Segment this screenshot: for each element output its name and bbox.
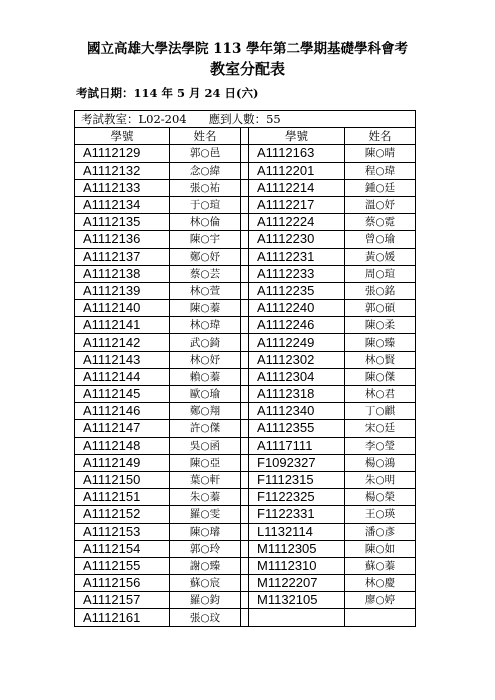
student-name: 郭○邑 (170, 145, 241, 162)
table-row (75, 523, 416, 540)
column-separator (241, 609, 249, 626)
student-name: 謝○臻 (170, 557, 241, 574)
student-id: A1112233 (249, 265, 345, 282)
student-id (249, 609, 345, 626)
student-id: A1112224 (249, 214, 345, 231)
student-id: A1112147 (75, 420, 170, 437)
student-name: 林○賢 (345, 351, 416, 368)
student-id: A1112145 (75, 386, 170, 403)
student-name: 張○祐 (170, 179, 241, 196)
student-id: A1112161 (75, 609, 170, 626)
table-row (75, 471, 416, 488)
student-id: A1112249 (249, 334, 345, 351)
student-name: 周○瑄 (345, 265, 416, 282)
column-separator (241, 506, 249, 523)
student-id-header: 學號 (75, 128, 170, 145)
student-id: A1112235 (249, 282, 345, 299)
column-separator (241, 540, 249, 557)
column-separator (241, 300, 249, 317)
student-name: 李○瑩 (345, 437, 416, 454)
student-name: 葉○軒 (170, 471, 241, 488)
column-separator (241, 523, 249, 540)
student-id: F1122325 (249, 489, 345, 506)
student-id: A1112355 (249, 420, 345, 437)
student-id: A1112144 (75, 368, 170, 385)
student-name: 陳○璿 (170, 523, 241, 540)
student-id: A1112136 (75, 231, 170, 248)
column-separator (241, 231, 249, 248)
table-row (75, 489, 416, 506)
student-id: M1112310 (249, 557, 345, 574)
table-row (75, 386, 416, 403)
student-name: 羅○鈞 (170, 592, 241, 609)
column-separator (241, 334, 249, 351)
student-name: 王○瑛 (345, 506, 416, 523)
student-name: 陳○蓁 (170, 300, 241, 317)
column-separator (241, 403, 249, 420)
student-name: 陳○柔 (345, 317, 416, 334)
column-separator (241, 386, 249, 403)
student-name: 林○君 (345, 386, 416, 403)
name-header: 姓名 (170, 128, 241, 145)
table-row (75, 437, 416, 454)
table-row (75, 145, 416, 162)
student-id: F1092327 (249, 454, 345, 471)
table-row (75, 420, 416, 437)
student-id: A1112340 (249, 403, 345, 420)
student-name: 于○瑄 (170, 196, 241, 213)
student-id: A1112155 (75, 557, 170, 574)
column-header-row (75, 128, 416, 145)
student-id: A1112137 (75, 248, 170, 265)
student-name: 廖○婷 (345, 592, 416, 609)
exam-room-info (75, 111, 416, 128)
student-id: A1112129 (75, 145, 170, 162)
student-id: A1112318 (249, 386, 345, 403)
classroom-label: 考試教室：L02-204 (81, 112, 187, 127)
student-id: A1112157 (75, 592, 170, 609)
student-name: 郭○碩 (345, 300, 416, 317)
column-separator (241, 196, 249, 213)
student-name: 蘇○蓁 (345, 557, 416, 574)
student-id: A1112135 (75, 214, 170, 231)
student-id: A1112156 (75, 575, 170, 592)
table-row (75, 265, 416, 282)
student-name: 林○倫 (170, 214, 241, 231)
student-name: 宋○廷 (345, 420, 416, 437)
student-name: 念○緯 (170, 162, 241, 179)
column-separator (241, 420, 249, 437)
column-separator (241, 557, 249, 574)
student-id: A1112302 (249, 351, 345, 368)
column-separator (241, 128, 249, 145)
student-name: 林○萱 (170, 282, 241, 299)
student-id: A1112132 (75, 162, 170, 179)
table-row (75, 162, 416, 179)
student-name: 曾○瑜 (345, 231, 416, 248)
table-row (75, 231, 416, 248)
table-row (75, 248, 416, 265)
student-name: 陳○亞 (170, 454, 241, 471)
exam-room-row (75, 111, 416, 128)
student-id: M1112305 (249, 540, 345, 557)
student-id: A1112230 (249, 231, 345, 248)
column-separator (241, 179, 249, 196)
column-separator (241, 592, 249, 609)
student-id: A1112231 (249, 248, 345, 265)
student-id: A1112149 (75, 454, 170, 471)
student-id-header: 學號 (249, 128, 345, 145)
table-row (75, 334, 416, 351)
student-name: 陳○宇 (170, 231, 241, 248)
column-separator (241, 454, 249, 471)
student-name: 鍾○廷 (345, 179, 416, 196)
table-row (75, 454, 416, 471)
column-separator (241, 489, 249, 506)
student-id: A1112142 (75, 334, 170, 351)
seating-table (74, 110, 416, 627)
student-name: 張○玟 (170, 609, 241, 626)
student-id: A1112304 (249, 368, 345, 385)
student-name: 楊○榮 (345, 489, 416, 506)
student-id: A1112138 (75, 265, 170, 282)
student-name: 郭○玲 (170, 540, 241, 557)
student-name: 黃○媛 (345, 248, 416, 265)
student-name (345, 609, 416, 626)
student-id: A1117111 (249, 437, 345, 454)
table-row (75, 196, 416, 213)
table-row (75, 368, 416, 385)
student-id: A1112246 (249, 317, 345, 334)
column-separator (241, 575, 249, 592)
student-name: 林○瑋 (170, 317, 241, 334)
student-name: 陳○晴 (345, 145, 416, 162)
student-name: 溫○妤 (345, 196, 416, 213)
student-id: L1132114 (249, 523, 345, 540)
student-name: 蔡○芸 (170, 265, 241, 282)
student-name: 許○傑 (170, 420, 241, 437)
student-id: A1112133 (75, 179, 170, 196)
column-separator (241, 248, 249, 265)
student-name: 武○錡 (170, 334, 241, 351)
student-id: A1112140 (75, 300, 170, 317)
student-name: 朱○蓁 (170, 489, 241, 506)
student-name: 歐○瑜 (170, 386, 241, 403)
student-id: A1112139 (75, 282, 170, 299)
headcount-label: 應到人數：55 (208, 112, 281, 127)
student-name: 程○瑋 (345, 162, 416, 179)
column-separator (241, 214, 249, 231)
student-name: 鄭○翔 (170, 403, 241, 420)
table-row (75, 179, 416, 196)
student-name: 陳○臻 (345, 334, 416, 351)
column-separator (241, 162, 249, 179)
column-separator (241, 368, 249, 385)
student-name: 朱○明 (345, 471, 416, 488)
student-id: M1122207 (249, 575, 345, 592)
document-title: 國立高雄大學法學院 113 學年第二學期基礎學科會考 (86, 41, 409, 57)
column-separator (241, 265, 249, 282)
student-name: 張○銘 (345, 282, 416, 299)
column-separator (241, 282, 249, 299)
table-row (75, 282, 416, 299)
exam-date: 考試日期：114 年 5 月 24 日(六) (76, 86, 259, 100)
student-id: A1112146 (75, 403, 170, 420)
column-separator (241, 351, 249, 368)
table-row (75, 557, 416, 574)
table-row (75, 540, 416, 557)
student-id: A1112154 (75, 540, 170, 557)
student-id: A1112153 (75, 523, 170, 540)
student-name: 楊○鴻 (345, 454, 416, 471)
roster-body (75, 145, 416, 626)
document-subtitle: 教室分配表 (209, 60, 285, 78)
student-name: 陳○傑 (345, 368, 416, 385)
column-separator (241, 317, 249, 334)
student-id: A1112148 (75, 437, 170, 454)
student-name: 吳○函 (170, 437, 241, 454)
table-row (75, 214, 416, 231)
student-id: F1122331 (249, 506, 345, 523)
student-id: F1112315 (249, 471, 345, 488)
table-row (75, 609, 416, 626)
student-name: 蔡○霓 (345, 214, 416, 231)
table-row (75, 575, 416, 592)
student-id: A1112134 (75, 196, 170, 213)
table-row (75, 592, 416, 609)
student-id: A1112201 (249, 162, 345, 179)
student-name: 林○慶 (345, 575, 416, 592)
student-id: A1112143 (75, 351, 170, 368)
student-id: A1112163 (249, 145, 345, 162)
table-row (75, 300, 416, 317)
student-id: A1112141 (75, 317, 170, 334)
student-name: 蘇○宸 (170, 575, 241, 592)
column-separator (241, 437, 249, 454)
table-row (75, 403, 416, 420)
table-row (75, 317, 416, 334)
student-id: A1112151 (75, 489, 170, 506)
student-name: 丁○麒 (345, 403, 416, 420)
column-separator (241, 471, 249, 488)
student-id: M1132105 (249, 592, 345, 609)
student-id: A1112240 (249, 300, 345, 317)
student-id: A1112152 (75, 506, 170, 523)
student-id: A1112150 (75, 471, 170, 488)
student-name: 賴○蓁 (170, 368, 241, 385)
table-row (75, 506, 416, 523)
student-name: 羅○雯 (170, 506, 241, 523)
student-id: A1112217 (249, 196, 345, 213)
student-name: 鄭○妤 (170, 248, 241, 265)
student-id: A1112214 (249, 179, 345, 196)
student-name: 潘○彥 (345, 523, 416, 540)
student-name: 陳○如 (345, 540, 416, 557)
name-header: 姓名 (345, 128, 416, 145)
column-separator (241, 145, 249, 162)
table-row (75, 351, 416, 368)
student-name: 林○妤 (170, 351, 241, 368)
